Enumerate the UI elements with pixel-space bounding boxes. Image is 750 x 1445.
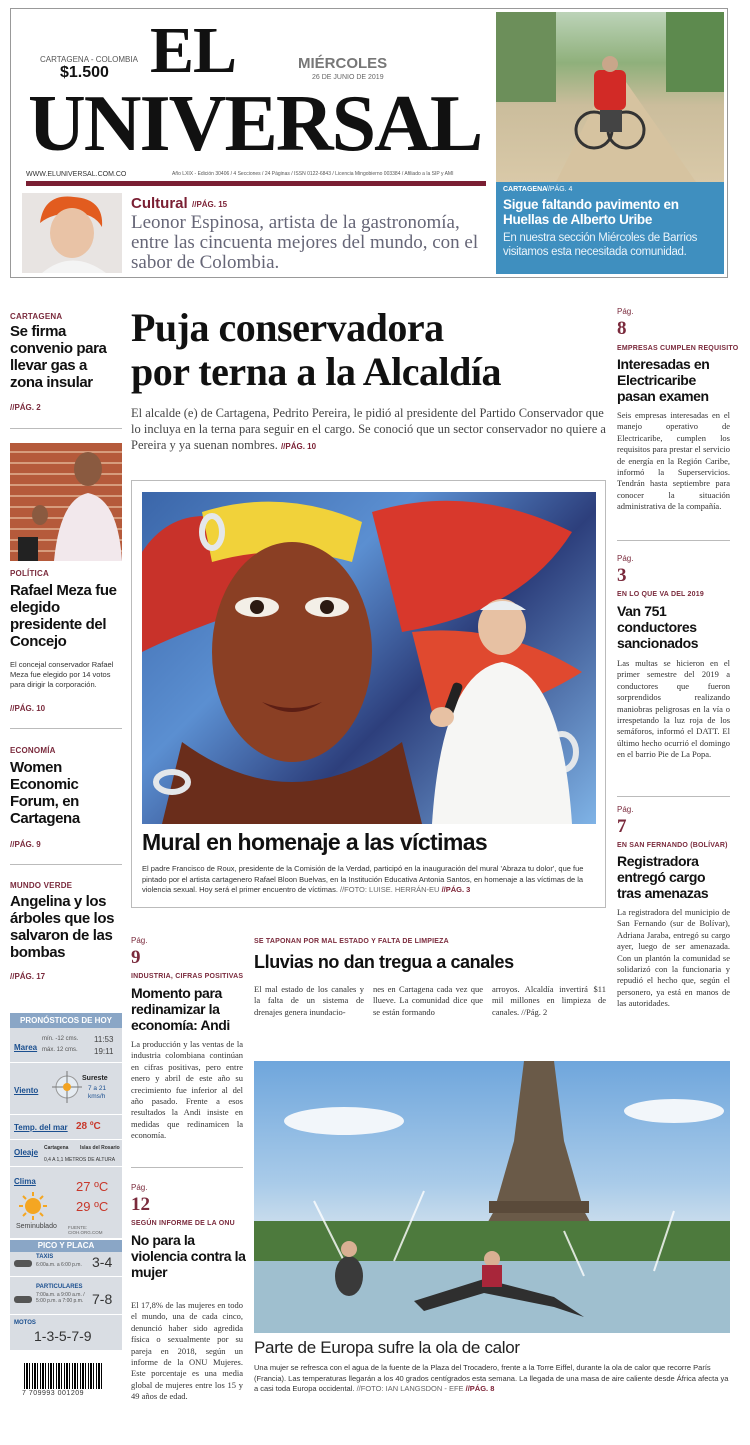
motos-label: MOTOS — [14, 1320, 36, 1326]
right-rule-1 — [617, 540, 730, 541]
right-story1-headline[interactable]: Interesadas en Electricaribe pasan examen — [617, 356, 710, 404]
viento-label: Viento — [14, 1086, 39, 1095]
pico-divider — [10, 1314, 122, 1315]
weather-divider — [10, 1114, 122, 1115]
right-story2-headline[interactable]: Van 751 conductores sancionados — [617, 603, 699, 651]
right-story1-text: Seis empresas interesadas en el manejo operativo de Electricaribe, cumplen los requisitos para prestar el servicio de energía en la Región Caribe, informó la Superservicios. Tendrán hasta septiembre para conocer la situación administrativa de la compañía. — [617, 410, 730, 512]
oleaje-place1: Cartagena — [44, 1145, 69, 1151]
masthead-title-line2: UNIVERSAL — [28, 80, 482, 168]
left-story3-kicker: ECONOMÍA — [10, 746, 56, 755]
europa-caption-text: Una mujer se refresca con el agua de la fuente de la Plaza del Trocadero, frente a la Torre Eiffel, durante la ola de calor que recorre París (Francia). Las temperaturas llegarán a los 40 grados centígrados esta semana. La llegada de una masa de aire caliente desde África afecta ya a casi toda Europa occidental. — [254, 1363, 729, 1393]
oleaje-label: Oleaje — [14, 1148, 39, 1157]
lead-headline-line1[interactable]: Puja conservadora — [131, 305, 444, 350]
particulares-digits: 7-8 — [92, 1291, 113, 1307]
mid-story2-kicker: SEGÚN INFORME DE LA ONU — [131, 1220, 235, 1227]
canales-headline[interactable]: Lluvias no dan tregua a canales — [254, 952, 514, 972]
mid-rule-1 — [131, 1167, 243, 1168]
europa-page[interactable]: //PÁG. 8 — [465, 1384, 495, 1393]
taxi-icon — [14, 1260, 32, 1267]
masthead-website[interactable]: WWW.ELUNIVERSAL.COM.CO — [26, 171, 127, 178]
masthead-weekday: MIÉRCOLES — [298, 55, 388, 72]
right-story2-pag-label: Pág. — [617, 554, 634, 563]
europa-credit: //FOTO: IAN LANGSDON - EFE — [356, 1384, 464, 1393]
mural-caption-text: El padre Francisco de Roux, presidente de la Comisión de la Verdad, participó en la inauguración del mural 'Abraza tu dolor', que fue pintado por el artista cartagenero Rafael Bloon Buelvas, en la Institución Educativa Antonia Santos, en homenaje a las víctimas de la violencia sexual. Hoy será el primer encuentro de víctimas. — [142, 864, 584, 894]
clima-desc: Seminublado — [16, 1223, 57, 1230]
promo-right-headline: Sigue faltando pavimento en Huellas de Alberto Uribe — [503, 197, 679, 227]
right-story2-kicker: EN LO QUE VA DEL 2019 — [617, 591, 704, 598]
left-story2-headline[interactable]: Rafael Meza fue elegido presidente del Concejo — [10, 582, 117, 650]
cultural-page[interactable]: //PÁG. 15 — [192, 200, 228, 209]
right-story1-pag-num: 8 — [617, 318, 627, 339]
viento-direction: Sureste — [82, 1075, 108, 1082]
lead-headline-line2[interactable]: por terna a la Alcaldía — [131, 349, 501, 394]
leonor-espinosa-photo — [22, 193, 122, 273]
mural-illustration — [142, 492, 596, 824]
car-icon — [14, 1296, 32, 1303]
promo-right-box[interactable] — [496, 182, 724, 274]
left-story4-kicker: MUNDO VERDE — [10, 881, 73, 890]
promo-right-kicker: CARTAGENA — [503, 186, 548, 193]
left-rule-2 — [10, 728, 122, 729]
mid-story1-kicker: INDUSTRIA, CIFRAS POSITIVAS — [131, 973, 244, 980]
weather-divider — [10, 1139, 122, 1140]
masthead-price: $1.500 — [60, 64, 109, 81]
left-rule-3 — [10, 864, 122, 865]
europa-headline[interactable]: Parte de Europa sufre la ola de calor — [254, 1338, 520, 1357]
taxis-digits: 3-4 — [92, 1254, 113, 1270]
mid-story2-pag-label: Pág. — [131, 1183, 148, 1192]
left-story4-headline[interactable]: Angelina y los árboles que los salvaron de las bombas — [10, 893, 115, 961]
masthead-title-line1: EL — [150, 14, 237, 87]
left-story1-headline[interactable]: Se firma convenio para llevar gas a zona insular — [10, 323, 107, 391]
canales-col2: nes en Cartagena cada vez que llueve. La comunidad dice que se están formando — [373, 984, 483, 1017]
weather-divider — [10, 1166, 122, 1167]
wheelchair-photo — [496, 12, 724, 182]
particulares-label: PARTICULARES — [36, 1284, 83, 1290]
marea-max: máx. 12 cms. — [42, 1047, 78, 1053]
canales-kicker: SE TAPONAN POR MAL ESTADO Y FALTA DE LIMPIEZA — [254, 938, 449, 945]
left-story3-headline[interactable]: Women Economic Forum, en Cartagena — [10, 759, 80, 827]
wheelchair-illustration — [496, 12, 724, 182]
right-story2-pag-num: 3 — [617, 565, 627, 586]
taxis-hours: 6:00a.m. a 6:00 p.m. — [36, 1262, 82, 1268]
temp-mar-value: 28 ºC — [76, 1121, 101, 1132]
weather-title: PRONÓSTICOS DE HOY — [10, 1013, 122, 1028]
barcode-number: 7 709993 001209 — [22, 1390, 84, 1397]
portrait-illustration — [10, 443, 122, 561]
lead-text-body: El alcalde (e) de Cartagena, Pedrito Pereira, le pidió al presidente del Partido Conservador que lo incluya en la terna para seguir en el cargo. Se conoció que un sector conservador no quiere a Pereira y ya suenan nombres. — [131, 406, 606, 452]
left-story1-kicker: CARTAGENA — [10, 312, 63, 321]
right-story3-pag-num: 7 — [617, 816, 627, 837]
mid-story2-pag-num: 12 — [131, 1194, 150, 1215]
sun-icon — [18, 1191, 48, 1221]
clima-max: 27 ºC — [76, 1179, 109, 1194]
mid-story2-headline[interactable]: No para la violencia contra la mujer — [131, 1232, 246, 1280]
masthead-red-bar — [26, 181, 486, 186]
mural-caption — [142, 864, 598, 896]
mid-story1-headline[interactable]: Momento para redinamizar la economía: Andi — [131, 985, 230, 1033]
right-story3-kicker: EN SAN FERNANDO (BOLÍVAR) — [617, 842, 728, 849]
motos-digits: 1-3-5-7-9 — [34, 1328, 92, 1344]
right-story3-headline[interactable]: Registradora entregó cargo tras amenazas — [617, 853, 709, 901]
mid-story2-text: El 17,8% de las mujeres en todo el mundo, una de cada cinco, denunció haber sido agredida física o sexualmente por su pareja en 2018, según un informe de la ONU Mujeres. Este porcentaje es una media global de mujeres entre los 15 y 49 años de edad. — [131, 1300, 243, 1402]
portrait-illustration — [22, 193, 122, 273]
right-story1-kicker: EMPRESAS CUMPLEN REQUISITO — [617, 345, 739, 352]
weather-panel — [10, 1013, 122, 1238]
left-story1-page[interactable]: //PÁG. 2 — [10, 403, 41, 412]
masthead-date: 26 DE JUNIO DE 2019 — [312, 74, 384, 81]
masthead-edition-info: Año LXIX - Edición 30406 / 4 Secciones / 24 Páginas / ISSN 0122-6843 / Licencia Mingobierno 003384 / Afiliado a la SIP y AMI — [172, 171, 454, 177]
pico-title: PICO Y PLACA — [10, 1240, 122, 1252]
mural-headline[interactable]: Mural en homenaje a las víctimas — [142, 829, 488, 855]
clima-min: 29 ºC — [76, 1199, 109, 1214]
left-story3-page[interactable]: //PÁG. 9 — [10, 840, 41, 849]
pico-divider — [10, 1276, 122, 1277]
oleaje-place2: Islas del Rosario — [80, 1145, 120, 1151]
masthead-city: CARTAGENA - COLOMBIA — [40, 55, 138, 64]
marea-min: mín. -12 cms. — [42, 1036, 79, 1042]
marea-time2: 19:11 — [94, 1047, 114, 1056]
rafael-meza-photo — [10, 443, 122, 561]
canales-col3: arroyos. Alcaldía invertirá $11 mil millones en limpieza de canales. //Pág. 2 — [492, 984, 606, 1017]
right-story3-pag-label: Pág. — [617, 805, 634, 814]
clima-source: FUENTE: CIOH.ORG.COM — [68, 1225, 103, 1235]
lead-text — [131, 405, 606, 455]
clima-label: Clima — [14, 1177, 36, 1186]
europa-caption — [254, 1363, 730, 1395]
cultural-text[interactable]: Leonor Espinosa, artista de la gastronomía, entre las cincuenta mejores del mundo, con el sabor de Colombia. — [131, 212, 479, 273]
viento-speed: 7 a 21 kms/h — [88, 1085, 107, 1100]
weather-divider — [10, 1062, 122, 1063]
right-rule-2 — [617, 796, 730, 797]
oleaje-note: 0,4 A 1,1 METROS DE ALTURA — [44, 1157, 116, 1163]
taxis-label: TAXIS — [36, 1254, 54, 1260]
mid-story1-pag-label: Pág. — [131, 936, 148, 945]
mid-story1-pag-num: 9 — [131, 947, 141, 968]
left-rule-1 — [10, 428, 122, 429]
mural-photo — [142, 492, 596, 824]
left-story2-text: El concejal conservador Rafael Meza fue elegido por 14 votos para dirigir la corporación. — [10, 660, 114, 689]
mid-story1-text: La producción y las ventas de la industria colombiana continúan en cifras positivas, pero entre enero y abril de este año su crecimiento fue inferior al del año pasado. Frente a esos resultados la Andi insiste en medidas que redinamicen la economía. — [131, 1039, 243, 1141]
particulares-hours: 7:00a.m. a 9:00 a.m. / 5:00 p.m. a 7:00 p.m. — [36, 1292, 85, 1304]
lead-page[interactable]: //PÁG. 10 — [280, 442, 317, 451]
barcode — [24, 1363, 104, 1389]
marea-label: Marea — [14, 1043, 38, 1052]
cultural-label: Cultural — [131, 195, 188, 212]
temp-mar-label: Temp. del mar — [14, 1123, 68, 1132]
canales-col1: El mal estado de los canales y la falta de un sistema de drenajes genera inundacio- — [254, 984, 364, 1017]
wind-compass-icon — [52, 1067, 82, 1107]
right-story1-pag-label: Pág. — [617, 307, 634, 316]
right-story2-text: Las multas se hicieron en el primer semestre del 2019 a conductores que fueron sorprendidos realizando maniobras peligrosas en la vía o irrespetando la luz roja de los semáforos, informó el DATT. El último hecho ocurrió el domingo en el barrio Pie de La Popa. — [617, 658, 730, 760]
pico-placa-panel — [10, 1240, 122, 1350]
right-story3-text: La registradora del municipio de San Fernando (sur de Bolívar), Adriana Jaraba, entregó su cargo ayer, luego de ser amenazada. Con un plantón la comunidad se solidarizó con la funcionaria y repudió el hecho que, según el personero, ya está en manos de las autoridades. — [617, 907, 730, 1009]
marea-time1: 11:53 — [94, 1035, 114, 1044]
eiffel-illustration — [254, 1061, 730, 1333]
mural-credit: //FOTO: LUISE. HERRÁN-EU — [340, 885, 440, 894]
mural-page[interactable]: //PÁG. 3 — [441, 885, 471, 894]
left-story2-kicker: POLÍTICA — [10, 569, 49, 578]
left-story2-page[interactable]: //PÁG. 10 — [10, 704, 46, 713]
eiffel-fountain-photo — [254, 1061, 730, 1333]
promo-right-text: En nuestra sección Miércoles de Barrios visitamos esta necesitada comunidad. — [503, 232, 698, 258]
left-story4-page[interactable]: //PÁG. 17 — [10, 972, 46, 981]
promo-right-page: //PÁG. 4 — [546, 186, 573, 193]
